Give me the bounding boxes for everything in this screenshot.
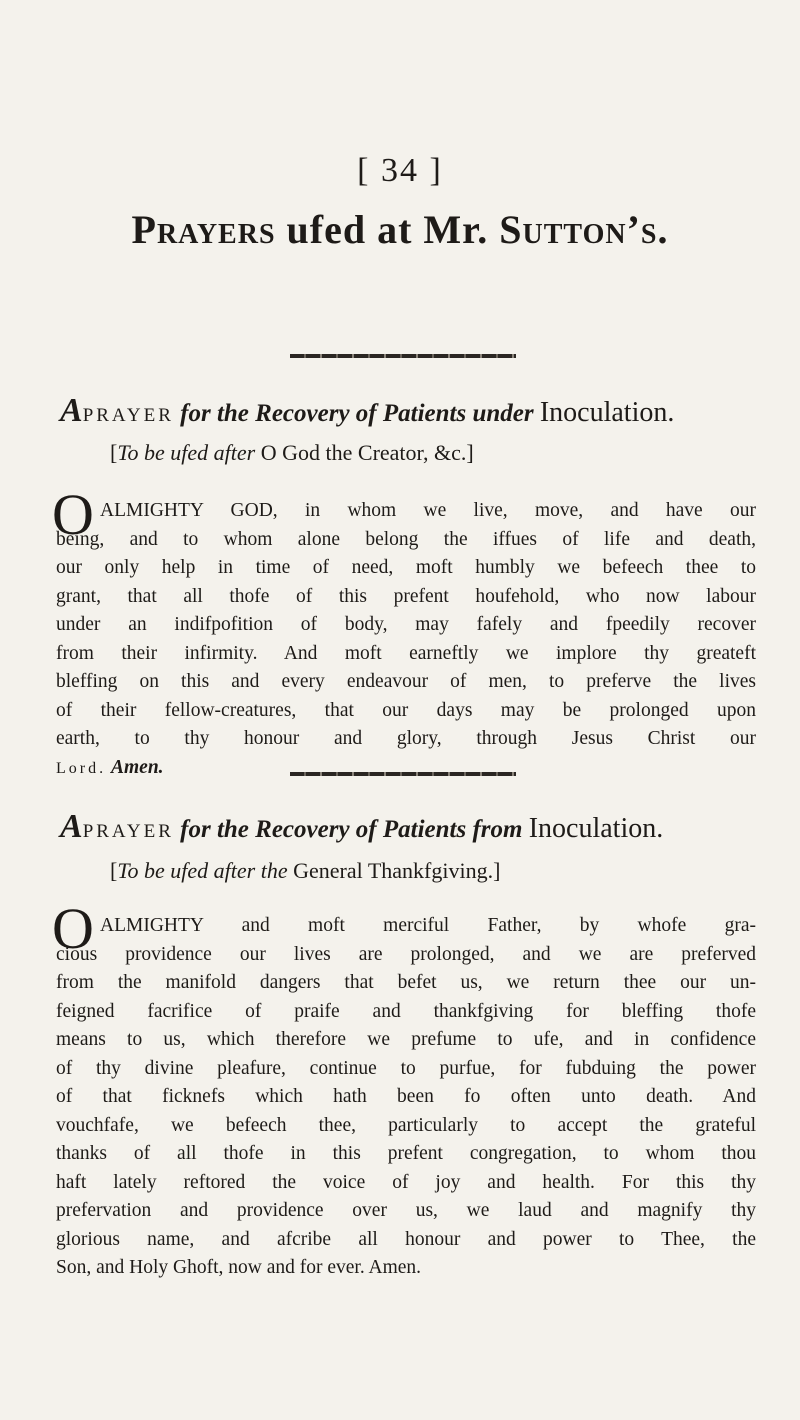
- prayer-line: being, and to whom alone belong the iffues of life and death,: [56, 528, 756, 550]
- prayer-line: ALMIGHTY GOD, in whom we live, move, and have our: [100, 500, 756, 521]
- prayer-line: from the manifold dangers that befet us, we return thee our un-: [56, 972, 756, 993]
- ornamental-rule: [290, 354, 516, 358]
- usage-note: [110, 858, 760, 884]
- prayer-line: haft lately reftored the voice of joy and health. For this thy: [56, 1171, 756, 1193]
- note-open: [: [110, 440, 118, 465]
- prayer-line: thanks of all thofe in this prefent congregation, to whom thou: [56, 1143, 756, 1164]
- drop-cap: O: [52, 896, 94, 961]
- prayer-line: ALMIGHTY and moft merciful Father, by whofe gra-: [100, 915, 756, 936]
- prayer-line: from their infirmity. And moft earneftly we implore thy greateft: [56, 642, 756, 664]
- closing-lord: Lord.: [56, 759, 107, 777]
- drop-cap: O: [52, 482, 94, 547]
- heading-italic: for the Recovery of Patients from: [180, 816, 523, 843]
- heading-word: PRAYER: [82, 405, 174, 426]
- note-rest: O God the Creator, &c.]: [260, 440, 474, 465]
- title-part3: Sutton’s.: [499, 207, 669, 252]
- note-italic: To be ufed after the: [117, 858, 288, 883]
- heading-italic: for the Recovery of Patients under: [180, 400, 534, 427]
- prayer-line: our only help in time of need, moft humbly we befeech thee to: [56, 557, 756, 578]
- prayer-line: vouchfafe, we befeech thee, particularly to accept the grateful: [56, 1114, 756, 1136]
- heading-term: Inoculation.: [539, 397, 675, 428]
- note-italic: To be ufed after: [117, 440, 256, 465]
- title-part2: ufed at Mr.: [286, 207, 489, 252]
- heading-word: PRAYER: [82, 821, 174, 842]
- prayer-line: glorious name, and afcribe all honour and power to Thee, the: [56, 1228, 756, 1250]
- prayer-text: [56, 912, 756, 1283]
- ornamental-rule: [290, 772, 516, 776]
- prayer-line: bleffing on this and every endeavour of men, to preferve the lives: [56, 671, 756, 692]
- prayer-closing: [56, 754, 756, 784]
- prayer-line: of their fellow-creatures, that our days may be prolonged upon: [56, 699, 756, 721]
- prayer-line: of that ficknefs which hath been fo often unto death. And: [56, 1086, 756, 1107]
- section-heading: [60, 392, 760, 430]
- prayer-line: means to us, which therefore we prefume to ufe, and in confidence: [56, 1029, 756, 1050]
- prayer-line: cious providence our lives are prolonged, and we are preferved: [56, 943, 756, 965]
- heading-initial: A: [60, 808, 83, 845]
- page-title: [0, 206, 800, 253]
- prayer-line: Son, and Holy Ghoft, now and for ever. Amen.: [56, 1257, 422, 1278]
- closing-amen: Amen.: [110, 756, 164, 778]
- page-number: [ 34 ]: [357, 152, 443, 189]
- heading-term: Inoculation.: [528, 813, 664, 844]
- note-rest: General Thankfgiving.]: [293, 858, 501, 883]
- title-part1: Prayers: [131, 207, 276, 252]
- note-open: [: [110, 858, 118, 883]
- usage-note: [110, 440, 760, 466]
- section-heading: [60, 808, 760, 846]
- prayer-line: earth, to thy honour and glory, through Jesus Christ our: [56, 728, 756, 749]
- prayer-text: [56, 497, 756, 783]
- prayer-line: grant, that all thofe of this prefent houfehold, who now labour: [56, 585, 756, 607]
- prayer-line: under an indifpofition of body, may fafely and fpeedily recover: [56, 614, 756, 635]
- prayer-line: prefervation and providence over us, we laud and magnify thy: [56, 1200, 756, 1221]
- prayer-line: feigned facrifice of praife and thankfgiving for bleffing thofe: [56, 1000, 756, 1022]
- prayer-line: of thy divine pleafure, continue to purfue, for fubduing the power: [56, 1057, 756, 1079]
- heading-initial: A: [60, 392, 83, 429]
